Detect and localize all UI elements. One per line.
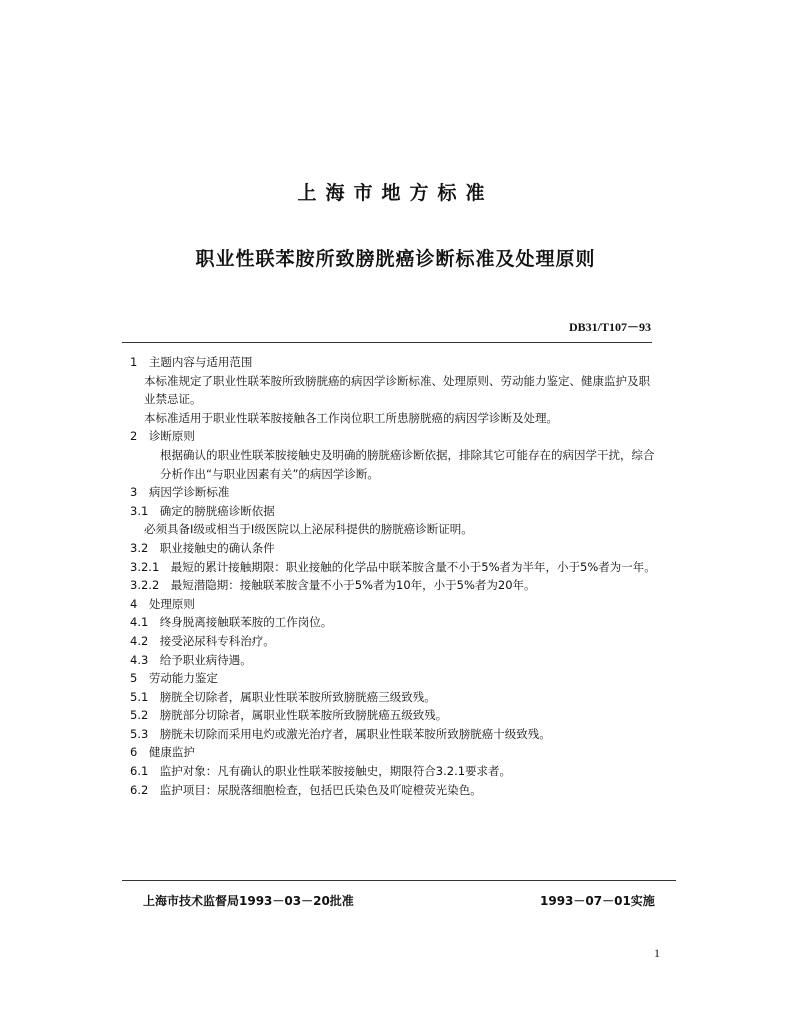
section-2-heading: 2 诊断原则 [130,429,195,444]
section-3-heading: 3 病因学诊断标准 [130,485,230,500]
section-3-1-heading: 3.1 确定的膀胱癌诊断依据 [130,503,275,518]
header-divider [122,342,652,343]
effective-date: 1993－07－01实施 [540,894,655,908]
document-body [130,353,660,799]
section-1-paragraph-1: 本标准规定了职业性联苯胺所致膀胱癌的病因学诊断标准、处理原则、劳动能力鉴定、健康监护及职业禁忌证。 [144,373,650,407]
section-5-1-item: 5.1 膀胱全切除者，属职业性联苯胺所致膀胱癌三级致残。 [130,689,436,704]
section-6-2-item: 6.2 监护项目：尿脱落细胞检查，包括巴氏染色及吖啶橙荧光染色。 [130,782,482,797]
section-3-2-2-paragraph: 3.2.2 最短潜隐期：接触联苯胺含量不小于5%者为10年，小于5%者为20年。 [130,578,536,593]
section-3-2-1-paragraph: 3.2.1 最短的累计接触期限：职业接触的化学品中联苯胺含量不小于5%者为半年，小于5%者为一年。 [130,559,656,574]
footer-divider [122,880,676,881]
section-5-3-item: 5.3 膀胱未切除而采用电灼或激光治疗者，属职业性联苯胺所致膀胱癌十级致残。 [130,726,551,741]
standard-category-title: 上海市地方标准 [297,182,494,204]
approval-statement: 上海市技术监督局1993－03－20批准 [143,894,354,908]
section-6-1-item: 6.1 监护对象：凡有确认的职业性联苯胺接触史，期限符合3.2.1要求者。 [130,764,512,779]
section-4-1-item: 4.1 终身脱离接触联苯胺的工作岗位。 [130,615,333,630]
section-1-paragraph-2: 本标准适用于职业性联苯胺接触各工作岗位职工所患膀胱癌的病因学诊断及处理。 [144,410,558,425]
section-5-heading: 5 劳动能力鉴定 [130,671,218,686]
section-3-2-heading: 3.2 职业接触史的确认条件 [130,540,275,555]
document-title: 职业性联苯胺所致膀胱癌诊断标准及处理原则 [195,248,596,270]
section-4-2-item: 4.2 接受泌尿科专科治疗。 [130,633,275,648]
section-1-heading: 1 主题内容与适用范围 [130,355,253,369]
section-3-1-paragraph: 必须具备Ⅰ级或相当于Ⅰ级医院以上泌尿科提供的膀胱癌诊断证明。 [144,522,473,537]
standard-code: DB31/T107－93 [568,320,651,334]
section-6-heading: 6 健康监护 [130,745,195,760]
section-5-2-item: 5.2 膀胱部分切除者，属职业性联苯胺所致膀胱癌五级致残。 [130,708,448,723]
section-2-paragraph-1: 根据确认的职业性联苯胺接触史及明确的膀胱癌诊断依据，排除其它可能存在的病因学干扰，综合分析作出“与职业因素有关”的病因学诊断。 [160,447,655,481]
section-4-heading: 4 处理原则 [130,596,195,611]
page-number: 1 [654,946,660,960]
section-4-3-item: 4.3 给予职业病待遇。 [130,652,252,667]
